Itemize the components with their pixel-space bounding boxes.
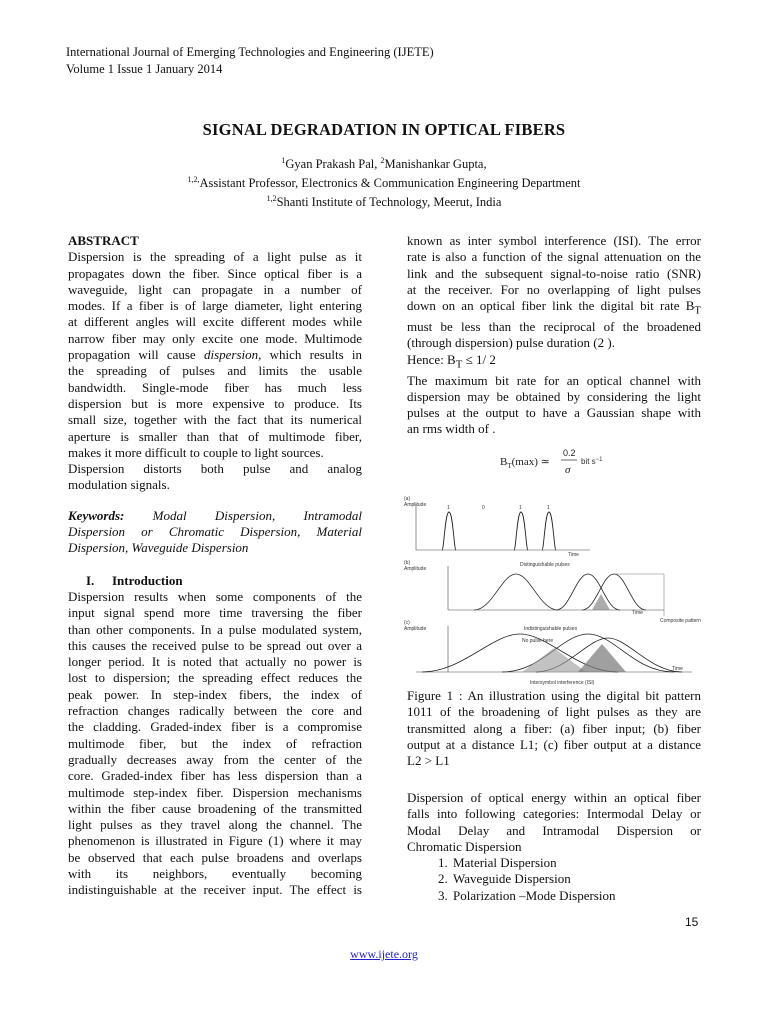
- author-1: Gyan Prakash Pal,: [285, 157, 381, 172]
- dispersion-categories: Dispersion of optical energy within an optical fiber falls into following categories: Intermodal Delay or Modal Delay and Intramodal Dispersion or Chromatic Dispersion 1. Material Dispersion 2. Waveguide Dispersion 3. Polarization –Mode Dispersion: [407, 790, 701, 904]
- panel-c: [404, 620, 692, 686]
- svg-text:Time: Time: [632, 610, 643, 616]
- author-2: Manishankar Gupta,: [384, 157, 487, 172]
- svg-text:Intersymbol interference (ISI): Intersymbol interference (ISI): [530, 680, 595, 686]
- abstract-line: Dispersion distorts both pulse and analog: [68, 461, 362, 477]
- intro-body: [68, 589, 362, 899]
- svg-text:1: 1: [447, 505, 450, 511]
- intro-heading: I. Introduction: [86, 572, 183, 588]
- body-line: pulses at the output to have a Gaussian shape with: [407, 405, 701, 421]
- body-line: must be less than the reciprocal of the broadened: [407, 319, 701, 335]
- intro-line: the cladding. Graded-index fiber is a compromise: [68, 719, 362, 735]
- intro-line: multimode step-index fiber. Dispersion mechanisms: [68, 784, 362, 800]
- body-line: at the receiver. For no overlapping of light pulses: [407, 281, 701, 297]
- abstract-line: bandwidth. Single-mode fiber has much less: [68, 379, 362, 395]
- figure-caption: Figure 1 : An illustration using the digital bit pattern 1011 of the broadening of light pulses as they are transmitted along a fiber: (a) fiber input; (b) fiber output at a distance L1; (c) fiber output at a distance L2 > L1: [407, 688, 701, 769]
- svg-text:(b): (b): [404, 560, 411, 566]
- svg-text:Indistinguishable pulses: Indistinguishable pulses: [524, 626, 578, 632]
- dispersion-list: [407, 855, 701, 904]
- intro-line: indistinguishable at the receiver input. The effect is: [68, 882, 362, 898]
- intro-line: Dispersion results when some components of the: [68, 588, 362, 604]
- body-line: rate is also a function of the signal attenuation on the: [407, 249, 701, 265]
- svg-text:(c): (c): [404, 620, 410, 626]
- abstract-line: narrow fiber may only excite one mode. Multimode: [68, 330, 362, 346]
- affiliation-2: $^{1,2}$Shanti Institute of Technology, Meerut, India: [266, 194, 502, 210]
- body-line: down on an optical fiber link the digital bit rate $B_T$: [407, 298, 701, 317]
- abstract-line: Dispersion is the spreading of a light pulse as it: [68, 249, 362, 265]
- svg-text:Composite pattern: Composite pattern: [660, 618, 701, 624]
- svg-text:Amplitude: Amplitude: [404, 502, 427, 508]
- abstract-line: waveguide, light can propagate in a number of: [68, 281, 362, 297]
- authors-block: [0, 153, 768, 210]
- abstract-line: modes. If a fiber is of large diameter, light entering: [68, 298, 362, 314]
- intro-line: light pulses as they travel along the channel. The: [68, 817, 362, 833]
- panel-b: [404, 560, 701, 624]
- intro-line: longer period. It is noted that actually no power is: [68, 654, 362, 670]
- body-line: (through dispersion) pulse duration (2 ).: [407, 335, 615, 351]
- abstract-line: makes it more difficult to couple to light sources.: [68, 444, 324, 460]
- left-column: [68, 233, 362, 899]
- svg-text:bit s−1: bit $s^{-1}$: [581, 457, 603, 466]
- intro-line: gradually decreases away from the center of the: [68, 751, 362, 767]
- intro-line: within the fiber cause broadening of the transmitted: [68, 800, 362, 816]
- figure-pulse-broadening: [402, 494, 702, 690]
- list-item: 2. Waveguide Dispersion: [451, 871, 701, 887]
- intro-line: with its neighbors, eventually becoming: [68, 865, 362, 881]
- page-number: 15: [685, 915, 699, 929]
- body-line: an rms width of .: [407, 421, 496, 437]
- intro-line: be observed that each pulse broadens and overlaps: [68, 849, 362, 865]
- svg-text:Time: Time: [568, 552, 579, 558]
- list-item: 3. Polarization –Mode Dispersion: [451, 888, 701, 904]
- right-column: [407, 233, 701, 438]
- body-line: link and the subsequent signal-to-noise ratio (SNR): [407, 265, 701, 281]
- intro-line: multimode fiber, but the index of refraction: [68, 735, 362, 751]
- journal-header: [66, 44, 434, 78]
- svg-text:Distinguishable pulses: Distinguishable pulses: [520, 562, 570, 568]
- keywords-label: Keywords:: [68, 507, 125, 523]
- footer: [0, 947, 768, 962]
- abstract-body: [68, 249, 362, 493]
- abstract-line: propagation will cause dispersion, which results in: [68, 347, 362, 363]
- intro-line: peak power. In step-index fibers, the index of: [68, 686, 362, 702]
- intro-line: this causes the received pulse to be spread out over a: [68, 637, 362, 653]
- abstract-line: aperture is smaller than that of multimode fiber,: [68, 428, 362, 444]
- abstract-line: modulation signals.: [68, 477, 170, 493]
- bit-rate-formula: [500, 444, 620, 478]
- author-line: $^1$Gyan Prakash Pal, $^2$Manishankar Gupta,: [281, 156, 487, 172]
- body-line: known as inter symbol interference (ISI). The error: [407, 233, 701, 248]
- footer-link[interactable]: www.ijete.org: [350, 947, 418, 961]
- intro-line: core. Graded-index fiber has less dispersion than a: [68, 768, 362, 784]
- intro-line: than other components. In a pulse modulated system,: [68, 621, 362, 637]
- intro-line: input signal spend more time traversing the fiber: [68, 605, 362, 621]
- body-line: dispersion may be obtained by considering the light: [407, 388, 701, 404]
- panel-a: [404, 496, 590, 558]
- intro-line: phenomenon is illustrated in Figure (1) where it may: [68, 833, 362, 849]
- keywords: Keywords: Modal Dispersion, Intramodal Dispersion or Chromatic Dispersion, Material Dispersion, Waveguide Dispersion: [68, 507, 362, 556]
- svg-text:BT(max) ≃: $B_T(\max)$ ≃: [500, 456, 550, 470]
- intro-line: lost to dispersion; the spreading effect reduces the: [68, 670, 362, 686]
- svg-text:Time: Time: [672, 666, 683, 672]
- svg-text:Amplitude: Amplitude: [404, 626, 427, 632]
- formula-numerator: 0.2: [563, 448, 576, 458]
- svg-text:(a): (a): [404, 496, 411, 502]
- intro-line: refraction changes radically between the core and: [68, 703, 362, 719]
- svg-text:No pulse here: No pulse here: [522, 638, 554, 644]
- abstract-line: the spreading of pulses and limits the usable: [68, 363, 362, 379]
- svg-text:0: 0: [482, 505, 485, 511]
- abstract-line: propagates down the fiber. Since optical fiber is a: [68, 265, 362, 281]
- hence-line: Hence: $B_T \le 1/$ 2: [407, 351, 496, 371]
- abstract-heading: ABSTRACT: [68, 233, 139, 248]
- abstract-line: at different angles will excite different modes while: [68, 314, 362, 330]
- abstract-line: dispersion but is more expensive to produce. Its: [68, 395, 362, 411]
- svg-text:1: 1: [547, 505, 550, 511]
- formula-denominator: σ: [565, 464, 571, 476]
- affiliation-1: $^{1,2,}$Assistant Professor, Electronics & Communication Engineering Department: [187, 175, 581, 191]
- svg-text:1: 1: [519, 505, 522, 511]
- journal-issue: Volume 1 Issue 1 January 2014: [66, 62, 223, 76]
- journal-name: International Journal of Emerging Technologies and Engineering (IJETE): [66, 45, 434, 59]
- body-line: The maximum bit rate for an optical channel with: [407, 372, 701, 388]
- svg-text:Amplitude: Amplitude: [404, 566, 427, 572]
- abstract-line: small size, together with the fact that its numerical: [68, 412, 362, 428]
- paper-title: SIGNAL DEGRADATION IN OPTICAL FIBERS: [202, 120, 566, 139]
- list-item: 1. Material Dispersion: [451, 855, 701, 871]
